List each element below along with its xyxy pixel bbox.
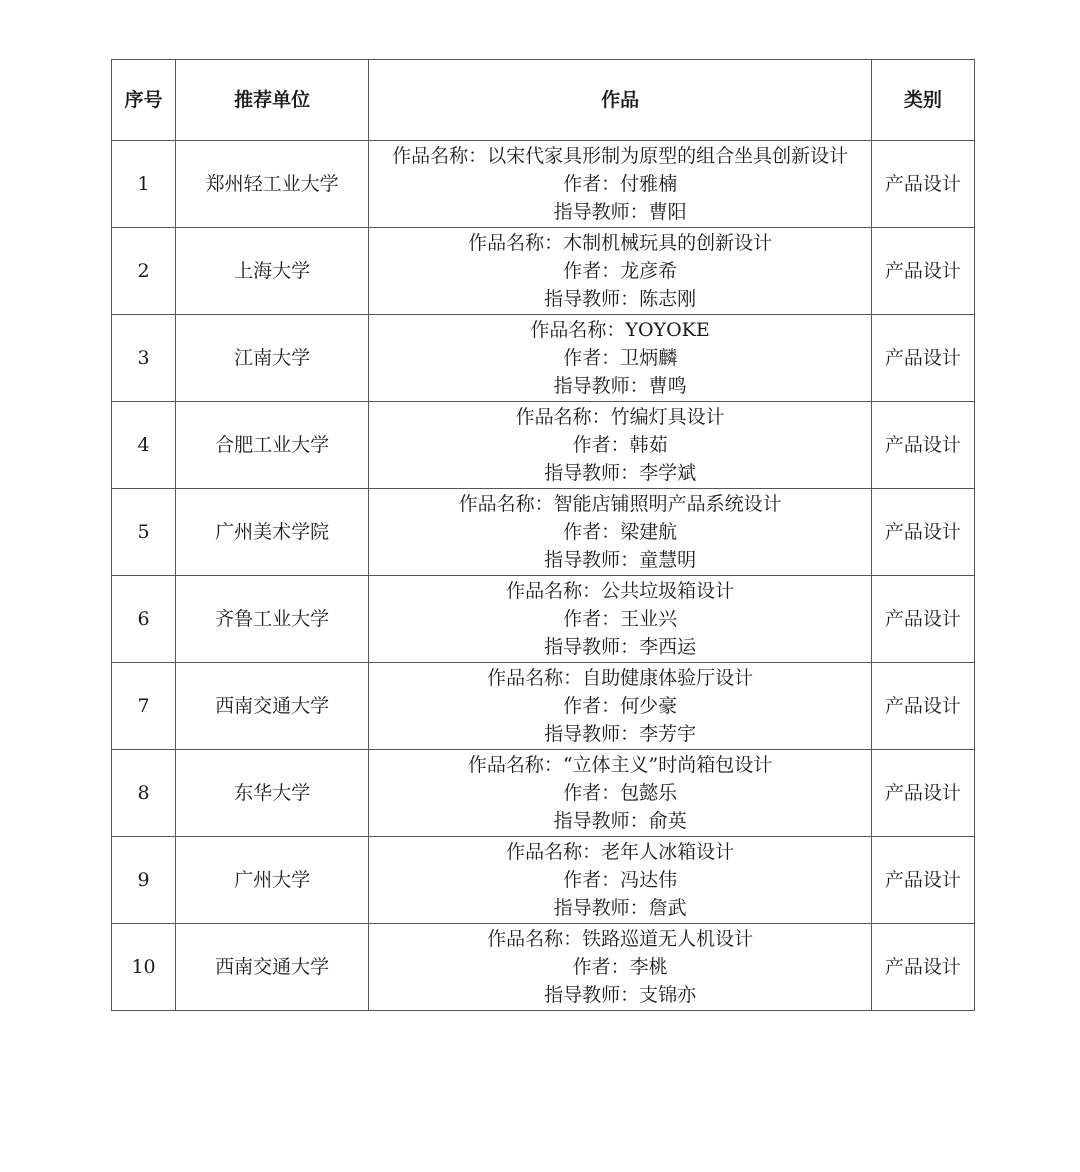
work-author: 作者：卫炳麟: [563, 347, 678, 369]
row-unit: 广州大学: [176, 837, 369, 924]
row-work: [369, 402, 872, 489]
table-body: [112, 141, 975, 1011]
row-category: 产品设计: [871, 228, 974, 315]
row-unit: 齐鲁工业大学: [176, 576, 369, 663]
row-unit: 上海大学: [176, 228, 369, 315]
table-header: [112, 60, 975, 141]
work-title: 作品名称：智能店铺照明产品系统设计: [458, 493, 782, 515]
row-number: 1: [112, 141, 176, 228]
row-unit: 郑州轻工业大学: [176, 141, 369, 228]
row-work: [369, 663, 872, 750]
header-unit: 推荐单位: [176, 60, 369, 141]
header-work: 作品: [369, 60, 872, 141]
work-author: 作者：包懿乐: [563, 782, 678, 804]
work-author: 作者：龙彦希: [563, 260, 678, 282]
row-unit: 江南大学: [176, 315, 369, 402]
work-title: 作品名称：“立体主义”时尚箱包设计: [467, 754, 773, 776]
table-row: [112, 576, 975, 663]
row-category: 产品设计: [871, 924, 974, 1011]
work-author: 作者：李桃: [572, 956, 668, 978]
row-work: [369, 576, 872, 663]
row-number: 7: [112, 663, 176, 750]
work-advisor: 指导教师：李学斌: [544, 462, 697, 484]
row-number: 5: [112, 489, 176, 576]
row-work: [369, 489, 872, 576]
row-category: 产品设计: [871, 489, 974, 576]
row-category: 产品设计: [871, 837, 974, 924]
work-author: 作者：梁建航: [563, 521, 678, 543]
row-category: 产品设计: [871, 750, 974, 837]
row-number: 6: [112, 576, 176, 663]
table-row: [112, 315, 975, 402]
table-row: [112, 141, 975, 228]
work-title: 作品名称：老年人冰箱设计: [506, 841, 735, 863]
work-advisor: 指导教师：陈志刚: [544, 288, 697, 310]
row-number: 4: [112, 402, 176, 489]
header-no: 序号: [112, 60, 176, 141]
row-unit: 东华大学: [176, 750, 369, 837]
row-work: [369, 228, 872, 315]
table-row: [112, 663, 975, 750]
row-work: [369, 750, 872, 837]
work-author: 作者：何少豪: [563, 695, 678, 717]
row-number: 9: [112, 837, 176, 924]
row-category: 产品设计: [871, 141, 974, 228]
work-advisor: 指导教师：曹鸣: [553, 375, 687, 397]
row-work: [369, 141, 872, 228]
work-advisor: 指导教师：詹武: [553, 897, 687, 919]
work-title: 作品名称：自助健康体验厅设计: [487, 667, 754, 689]
work-advisor: 指导教师：李芳宇: [544, 723, 697, 745]
row-unit: 合肥工业大学: [176, 402, 369, 489]
work-advisor: 指导教师：俞英: [553, 810, 687, 832]
header-row: [112, 60, 975, 141]
row-unit: 西南交通大学: [176, 924, 369, 1011]
work-author: 作者：韩茹: [572, 434, 668, 456]
work-title: 作品名称：铁路巡道无人机设计: [487, 928, 754, 950]
row-category: 产品设计: [871, 402, 974, 489]
row-work: [369, 315, 872, 402]
row-unit: 广州美术学院: [176, 489, 369, 576]
row-work: [369, 924, 872, 1011]
work-advisor: 指导教师：曹阳: [553, 201, 687, 223]
work-author: 作者：冯达伟: [563, 869, 678, 891]
row-work: [369, 837, 872, 924]
row-number: 2: [112, 228, 176, 315]
work-title: 作品名称：公共垃圾箱设计: [506, 580, 735, 602]
row-number: 10: [112, 924, 176, 1011]
work-advisor: 指导教师：支锦亦: [544, 984, 697, 1006]
row-number: 8: [112, 750, 176, 837]
table-row: [112, 489, 975, 576]
work-advisor: 指导教师：李西运: [544, 636, 697, 658]
table-row: [112, 924, 975, 1011]
header-category: 类别: [871, 60, 974, 141]
table-row: [112, 228, 975, 315]
table-row: [112, 837, 975, 924]
row-unit: 西南交通大学: [176, 663, 369, 750]
table-row: [112, 750, 975, 837]
work-author: 作者：王业兴: [563, 608, 678, 630]
work-title: 作品名称：YOYOKE: [530, 319, 710, 341]
row-category: 产品设计: [871, 576, 974, 663]
work-advisor: 指导教师：童慧明: [544, 549, 697, 571]
row-category: 产品设计: [871, 663, 974, 750]
table-row: [112, 402, 975, 489]
award-table: [111, 59, 975, 1011]
row-number: 3: [112, 315, 176, 402]
work-author: 作者：付雅楠: [563, 173, 678, 195]
work-title: 作品名称：竹编灯具设计: [515, 406, 725, 428]
work-title: 作品名称：木制机械玩具的创新设计: [468, 232, 773, 254]
work-title: 作品名称：以宋代家具形制为原型的组合坐具创新设计: [392, 145, 849, 167]
row-category: 产品设计: [871, 315, 974, 402]
